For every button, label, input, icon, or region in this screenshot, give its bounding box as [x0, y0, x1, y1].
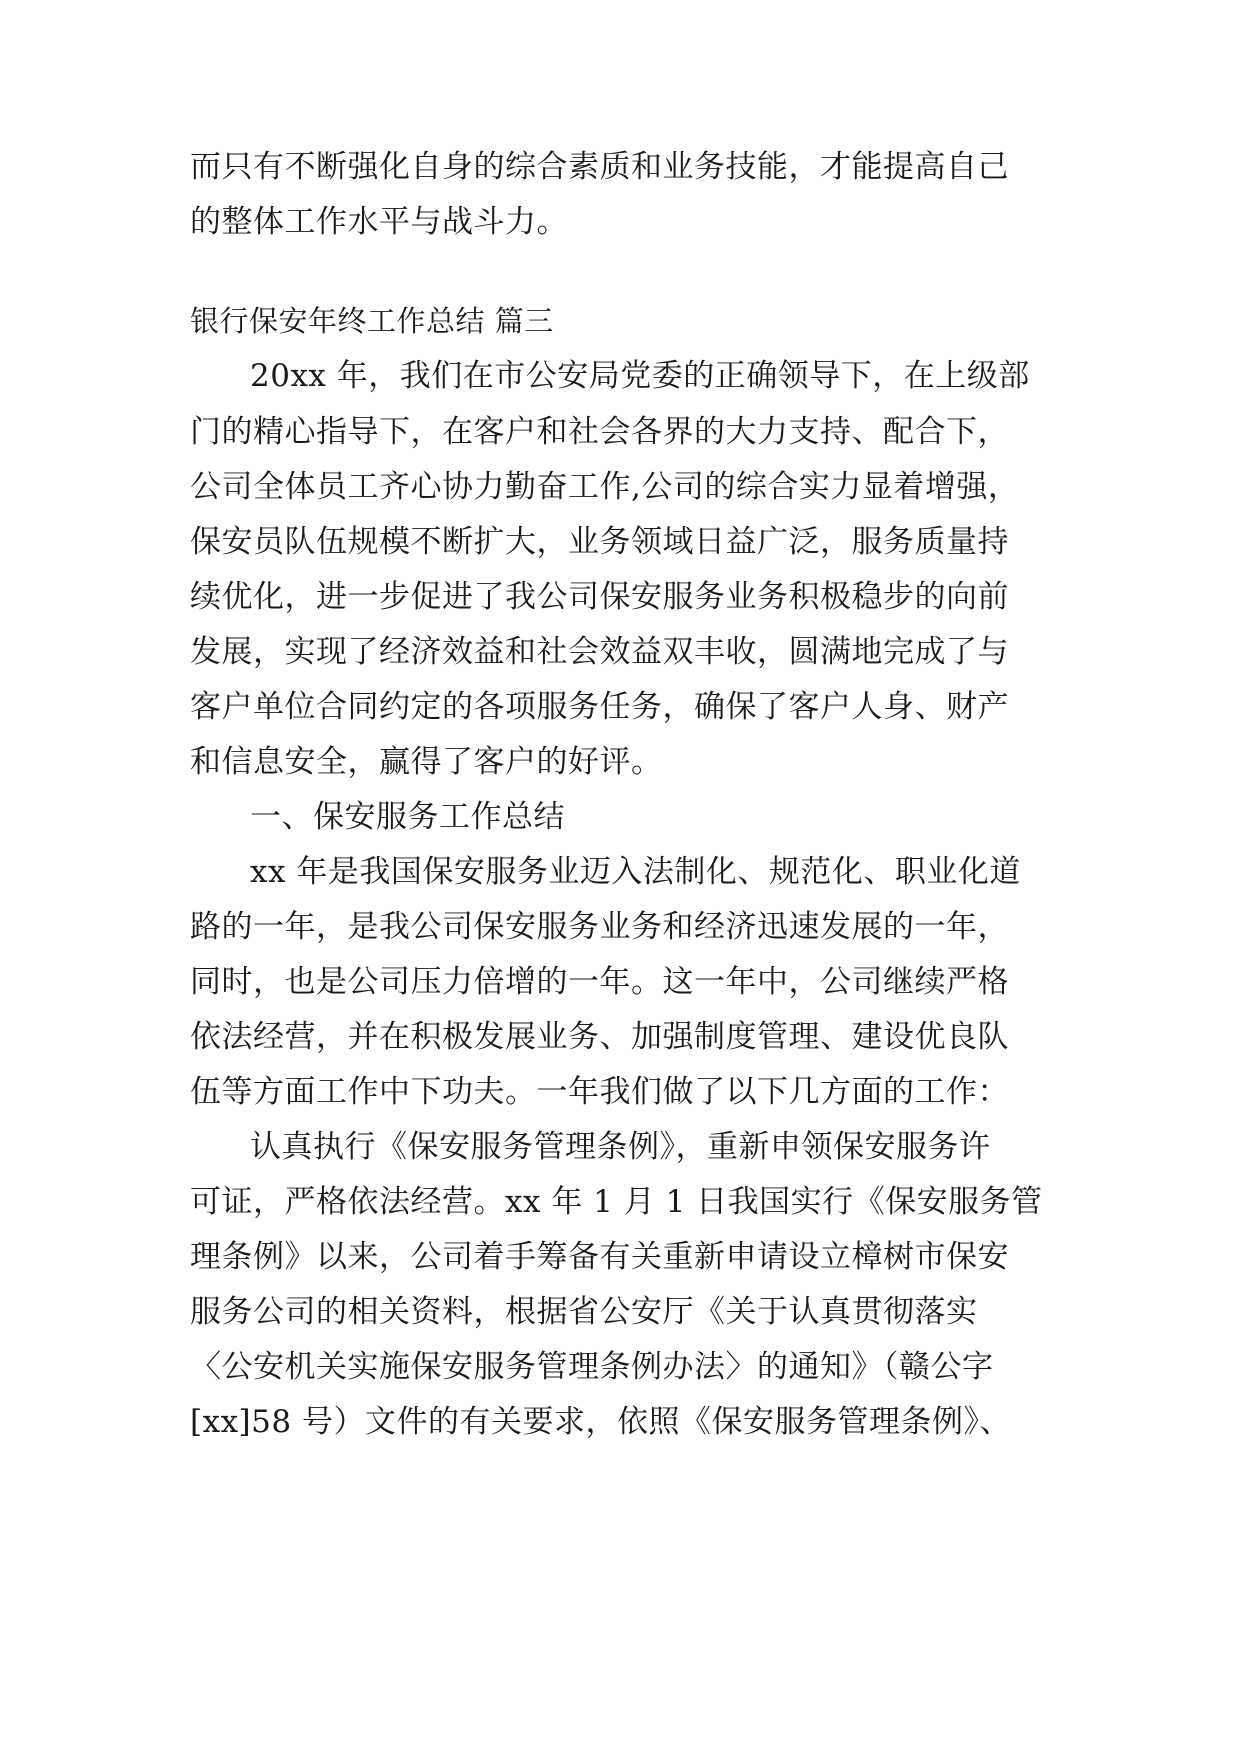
paragraph2-line-4: 依法经营，并在积极发展业务、加强制度管理、建设优良队	[190, 1019, 1009, 1055]
paragraph-line-8: 和信息安全，赢得了客户的好评。	[190, 744, 663, 780]
text-line-2: 的整体工作水平与战斗力。	[190, 204, 568, 240]
paragraph2-line-2: 路的一年，是我公司保安服务业务和经济迅速发展的一年，	[190, 909, 1009, 945]
text-line-1: 而只有不断强化自身的综合素质和业务技能，才能提高自己	[190, 149, 1009, 185]
paragraph-line-3: 公司全体员工齐心协力勤奋工作,公司的综合实力显着增强，	[190, 469, 1020, 505]
paragraph3-line-6: [xx]58 号）文件的有关要求，依照《保安服务管理条例》、	[190, 1404, 1011, 1440]
paragraph-line-7: 客户单位合同约定的各项服务任务，确保了客户人身、财产	[190, 689, 1009, 725]
section-title: 银行保安年终工作总结 篇三	[190, 304, 554, 338]
paragraph2-line-5: 伍等方面工作中下功夫。一年我们做了以下几方面的工作：	[190, 1074, 1009, 1110]
subheading: 一、保安服务工作总结	[250, 799, 565, 835]
paragraph3-line-1: 认真执行《保安服务管理条例》，重新申领保安服务许	[250, 1129, 991, 1165]
paragraph2-line-3: 同时，也是公司压力倍增的一年。这一年中，公司继续严格	[190, 964, 1009, 1000]
paragraph3-line-4: 服务公司的相关资料，根据省公安厅《关于认真贯彻落实	[190, 1294, 978, 1330]
paragraph-line-2: 门的精心指导下，在客户和社会各界的大力支持、配合下，	[190, 414, 1009, 450]
paragraph-line-4: 保安员队伍规模不断扩大，业务领域日益广泛，服务质量持	[190, 524, 1009, 560]
paragraph-line-1: 20xx 年，我们在市公安局党委的正确领导下，在上级部	[250, 358, 1030, 394]
paragraph-line-5: 续优化，进一步促进了我公司保安服务业务积极稳步的向前	[190, 579, 1009, 615]
paragraph2-line-1: xx 年是我国保安服务业迈入法制化、规范化、职业化道	[250, 854, 1021, 890]
paragraph-line-6: 发展，实现了经济效益和社会效益双丰收，圆满地完成了与	[190, 634, 1009, 670]
paragraph3-line-2: 可证，严格依法经营。xx 年 1 月 1 日我国实行《保安服务管	[190, 1184, 1043, 1220]
paragraph3-line-3: 理条例》以来，公司着手筹备有关重新申请设立樟树市保安	[190, 1239, 1009, 1275]
paragraph3-line-5: 〈公安机关实施保安服务管理条例办法〉的通知》（赣公字	[190, 1349, 994, 1385]
